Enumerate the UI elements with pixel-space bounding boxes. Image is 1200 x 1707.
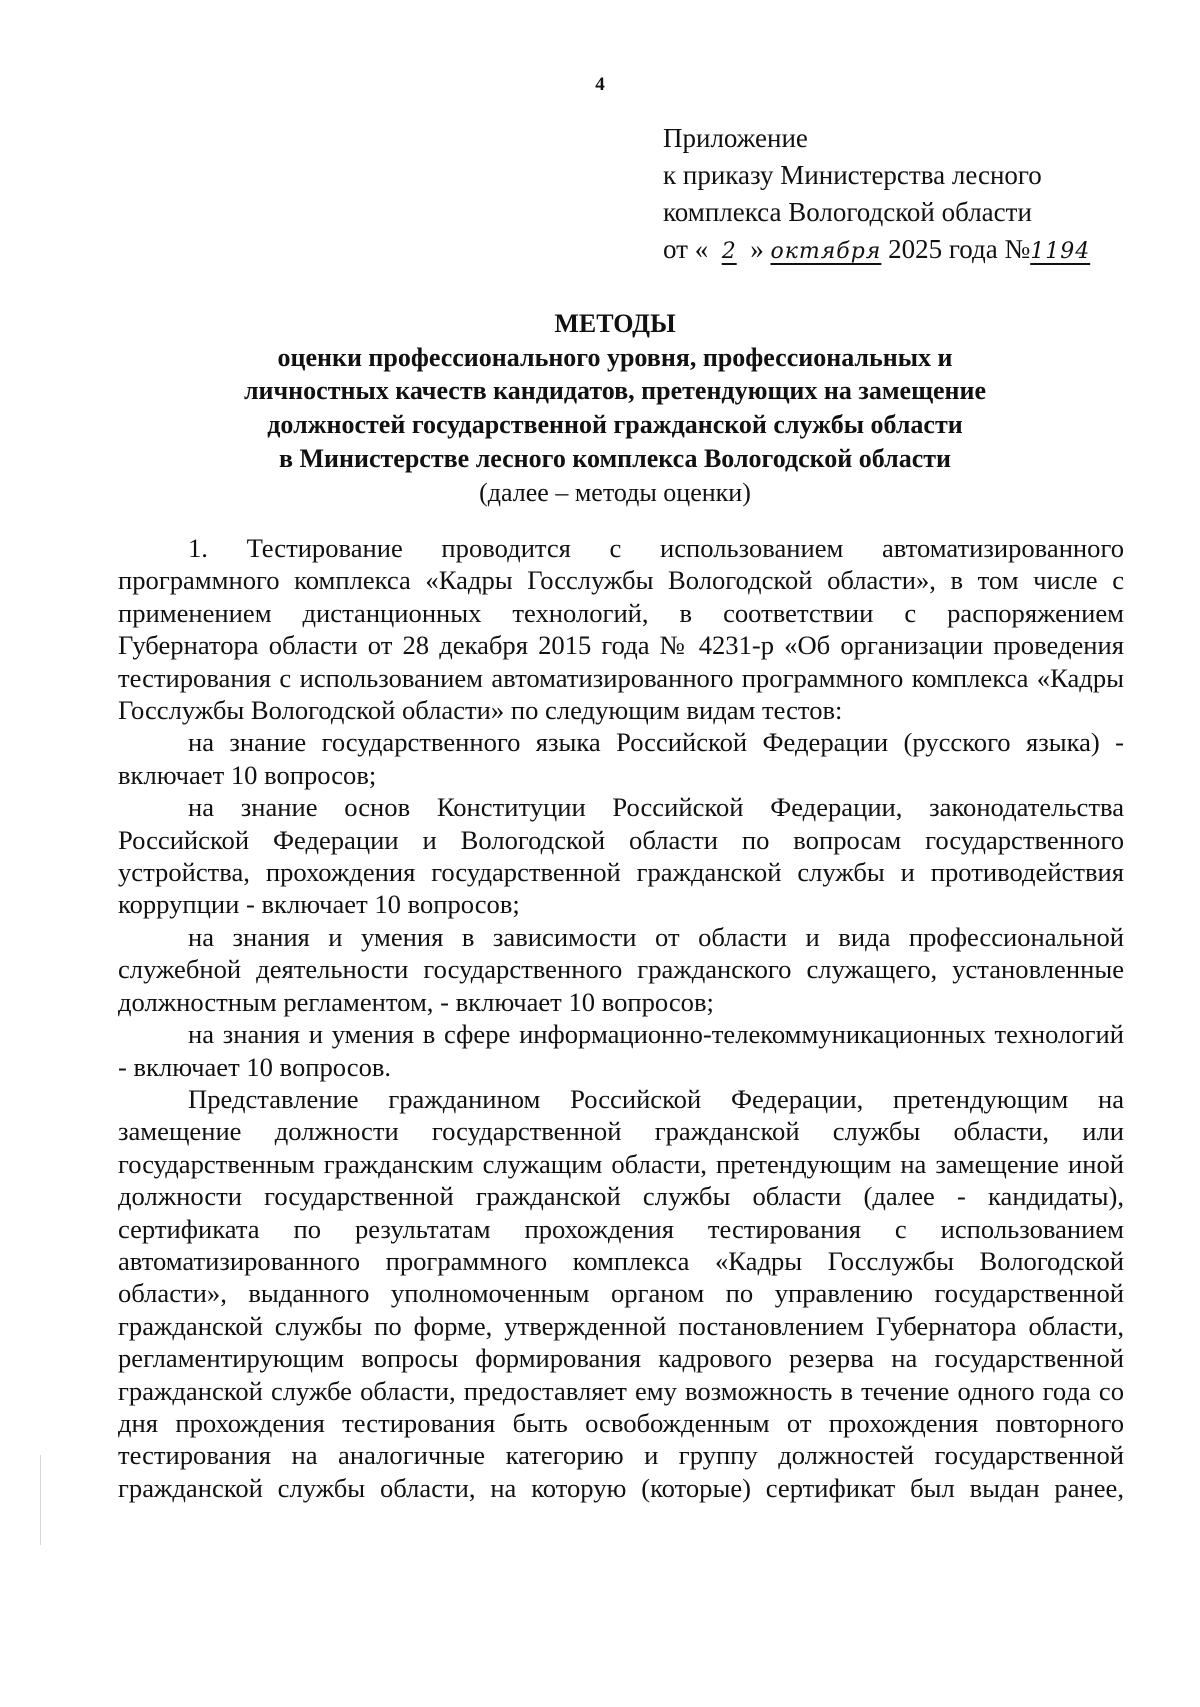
appendix-title: Приложение — [663, 123, 808, 153]
paragraph-testing-intro: 1. Тестирование проводится с использованием автоматизированного программного комплекса «Кадры Госслужбы Вологодской области», в том числе с применением дистанционных технологий, в соответствии с распоряжением Губернатора области от 28 декабря 2015 года № 4231-р «Об организации проведения тестирования с использованием автоматизированного программного комплекса «Кадры Госслужбы Вологодской области» по следующим видам тестов: — [118, 533, 1124, 726]
paragraph-test-constitution: на знание основ Конституции Российской Федерации, законодательства Российской Федерации и Вологодской области по вопросам государственного устройства, прохождения государственной гражданской службы и противодействия коррупции - включает 10 вопросов; — [118, 792, 1124, 920]
page-number: 4 — [595, 74, 605, 95]
paragraph-test-russian-language: на знание государственного языка Российской Федерации (русского языка) - включает 10 вопросов; — [118, 727, 1124, 790]
appendix-order-reference: к приказу Министерства лесного — [663, 160, 1042, 190]
date-mid: » — [750, 234, 764, 264]
document-title — [120, 307, 1110, 509]
document-body — [118, 532, 1124, 1504]
appendix-date-line — [663, 231, 1123, 270]
date-year: 2025 года № — [888, 234, 1031, 264]
paragraph-test-professional-knowledge: на знания и умения в зависимости от области и вида профессиональной служебной деятельности государственного гражданского служащего, установленные должностным регламентом, - включает 10 вопросов; — [118, 921, 1124, 1017]
appendix-ministry: комплекса Вологодской области — [663, 197, 1032, 227]
title-line-3: должностей государственной гражданской службы области — [267, 410, 963, 440]
date-prefix: от « — [663, 234, 709, 264]
handwritten-order-number: 1194 — [1030, 239, 1091, 264]
scan-margin-mark — [40, 1455, 41, 1545]
title-heading: МЕТОДЫ — [554, 309, 676, 338]
handwritten-day: 2 — [721, 239, 737, 264]
handwritten-month: октября — [770, 239, 882, 264]
appendix-header — [663, 120, 1123, 270]
paragraph-test-ict: на знания и умения в сфере информационно-телекоммуникационных технологий - включает 10 вопросов. — [118, 1019, 1124, 1082]
title-line-1: оценки профессионального уровня, профессиональных и — [277, 342, 953, 372]
title-subtitle: (далее – методы оценки) — [479, 477, 751, 507]
paragraph-certificate: Представление гражданином Российской Федерации, претендующим на замещение должности государственной гражданской службы области, или государственным гражданским служащим области, претендующим на замещение иной должности государственной гражданской службы области (далее - кандидаты), сертификата по результатам прохождения тестирования с использованием автоматизированного программного комплекса «Кадры Госслужбы Вологодской области», выданного уполномоченным органом по управлению государственной гражданской службы по форме, утвержденной постановлением Губернатора области, регламентирующим вопросы формирования кадрового резерва на государственной гражданской службе области, предоставляет ему возможность в течение одного года со дня прохождения тестирования быть освобожденным от прохождения повторного тестирования на аналогичные категорию и группу должностей государственной гражданской службы области, на которую (которые) сертификат был выдан ранее, — [118, 1083, 1124, 1503]
title-line-4: в Министерстве лесного комплекса Вологодской области — [278, 443, 952, 473]
title-line-2: личностных качеств кандидатов, претендующих на замещение — [243, 376, 987, 406]
